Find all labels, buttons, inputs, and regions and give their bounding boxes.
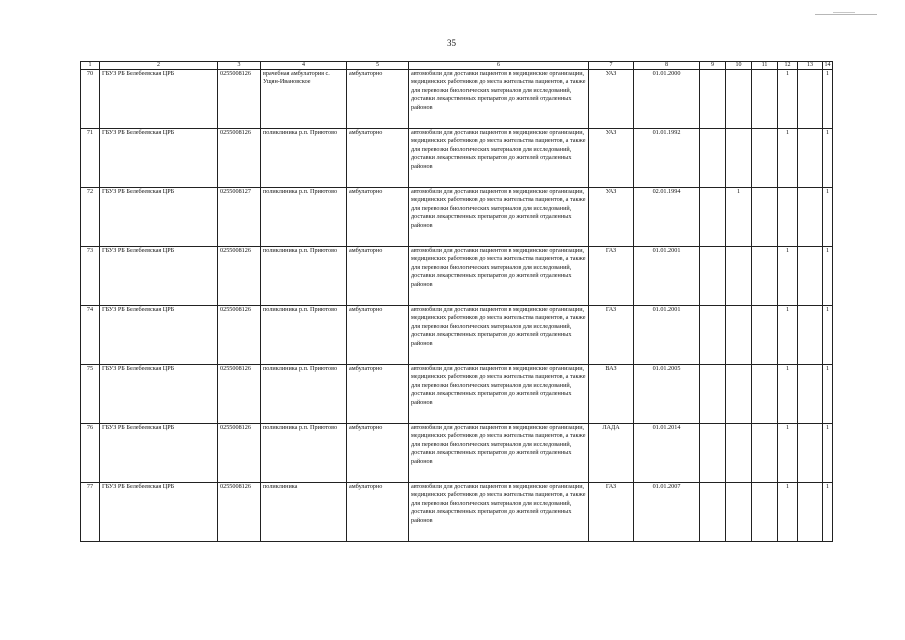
vehicle-brand-cell: ГАЗ [589, 247, 634, 306]
commission-date-cell: 01.01.2014 [634, 424, 700, 483]
organization-cell: ГБУЗ РБ Белебеевская ЦРБ [100, 306, 218, 365]
column-9-cell [700, 129, 726, 188]
column-number: 13 [798, 62, 823, 70]
subdivision-cell: поликлиника р.п. Приютово [261, 188, 347, 247]
column-number: 12 [778, 62, 798, 70]
column-14-cell: 1 [823, 365, 833, 424]
column-10-cell [726, 483, 752, 542]
column-number: 9 [700, 62, 726, 70]
column-13-cell [798, 306, 823, 365]
column-number: 8 [634, 62, 700, 70]
commission-date-cell: 01.01.2001 [634, 247, 700, 306]
subdivision-cell: поликлиника р.п. Приютово [261, 365, 347, 424]
column-10-cell [726, 129, 752, 188]
vehicle-brand-cell: ЛАДА [589, 424, 634, 483]
care-type-cell: амбулаторно [347, 483, 409, 542]
column-9-cell [700, 188, 726, 247]
table-row [81, 365, 833, 424]
column-number: 5 [347, 62, 409, 70]
row-number-cell: 77 [81, 483, 100, 542]
care-type-cell: амбулаторно [347, 306, 409, 365]
organization-cell: ГБУЗ РБ Белебеевская ЦРБ [100, 70, 218, 129]
row-number-cell: 73 [81, 247, 100, 306]
table-row [81, 247, 833, 306]
row-number-cell: 75 [81, 365, 100, 424]
commission-date-cell: 01.01.1992 [634, 129, 700, 188]
column-number: 10 [726, 62, 752, 70]
column-14-cell: 1 [823, 424, 833, 483]
subdivision-cell: врачебная амбулатория с. Ущян-Ивановское [261, 70, 347, 129]
commission-date-cell: 01.01.2001 [634, 306, 700, 365]
care-type-cell: амбулаторно [347, 247, 409, 306]
column-14-cell: 1 [823, 129, 833, 188]
column-9-cell [700, 247, 726, 306]
care-type-cell: амбулаторно [347, 188, 409, 247]
column-12-cell: 1 [778, 247, 798, 306]
column-14-cell: 1 [823, 70, 833, 129]
vehicle-purpose-cell: автомобили для доставки пациентов в медицинские организации, медицинских работников до места жительства пациентов, а также для перевозки биологических материалов для исследований, доставки лекарственных препаратов до жителей отдаленных районов [409, 424, 589, 483]
column-12-cell: 1 [778, 483, 798, 542]
column-9-cell [700, 424, 726, 483]
vehicle-purpose-cell: автомобили для доставки пациентов в медицинские организации, медицинских работников до места жительства пациентов, а также для перевозки биологических материалов для исследований, доставки лекарственных препаратов до жителей отдаленных районов [409, 247, 589, 306]
org-code-cell: 0255008126 [218, 306, 261, 365]
organization-cell: ГБУЗ РБ Белебеевская ЦРБ [100, 483, 218, 542]
column-11-cell [752, 483, 778, 542]
organization-cell: ГБУЗ РБ Белебеевская ЦРБ [100, 247, 218, 306]
vehicle-purpose-cell: автомобили для доставки пациентов в медицинские организации, медицинских работников до места жительства пациентов, а также для перевозки биологических материалов для исследований, доставки лекарственных препаратов до жителей отдаленных районов [409, 306, 589, 365]
column-13-cell [798, 365, 823, 424]
column-11-cell [752, 306, 778, 365]
org-code-cell: 0255008126 [218, 424, 261, 483]
column-14-cell: 1 [823, 483, 833, 542]
column-number-row [81, 62, 833, 70]
table-row [81, 129, 833, 188]
column-number: 3 [218, 62, 261, 70]
care-type-cell: амбулаторно [347, 70, 409, 129]
column-11-cell [752, 365, 778, 424]
column-11-cell [752, 188, 778, 247]
commission-date-cell: 02.01.1994 [634, 188, 700, 247]
organization-cell: ГБУЗ РБ Белебеевская ЦРБ [100, 424, 218, 483]
column-12-cell: 1 [778, 129, 798, 188]
commission-date-cell: 01.01.2007 [634, 483, 700, 542]
column-10-cell [726, 247, 752, 306]
column-13-cell [798, 70, 823, 129]
column-9-cell [700, 483, 726, 542]
org-code-cell: 0255008126 [218, 247, 261, 306]
column-9-cell [700, 306, 726, 365]
subdivision-cell: поликлиника р.п. Приютово [261, 129, 347, 188]
org-code-cell: 0255008126 [218, 365, 261, 424]
care-type-cell: амбулаторно [347, 129, 409, 188]
org-code-cell: 0255008126 [218, 70, 261, 129]
vehicle-register-table [80, 61, 833, 542]
table-row [81, 306, 833, 365]
column-10-cell: 1 [726, 188, 752, 247]
table-row [81, 424, 833, 483]
vehicle-purpose-cell: автомобили для доставки пациентов в медицинские организации, медицинских работников до места жительства пациентов, а также для перевозки биологических материалов для исследований, доставки лекарственных препаратов до жителей отдаленных районов [409, 483, 589, 542]
column-10-cell [726, 424, 752, 483]
column-9-cell [700, 70, 726, 129]
column-12-cell: 1 [778, 306, 798, 365]
row-number-cell: 74 [81, 306, 100, 365]
column-11-cell [752, 424, 778, 483]
subdivision-cell: поликлиника р.п. Приютово [261, 247, 347, 306]
column-10-cell [726, 365, 752, 424]
column-number: 1 [81, 62, 100, 70]
table-row [81, 188, 833, 247]
scan-mark [815, 14, 877, 18]
column-13-cell [798, 247, 823, 306]
column-11-cell [752, 247, 778, 306]
vehicle-brand-cell: УАЗ [589, 188, 634, 247]
commission-date-cell: 01.01.2005 [634, 365, 700, 424]
column-9-cell [700, 365, 726, 424]
table-row [81, 70, 833, 129]
column-13-cell [798, 424, 823, 483]
organization-cell: ГБУЗ РБ Белебеевская ЦРБ [100, 365, 218, 424]
table-row [81, 483, 833, 542]
commission-date-cell: 01.01.2000 [634, 70, 700, 129]
subdivision-cell: поликлиника р.п. Приютово [261, 424, 347, 483]
vehicle-purpose-cell: автомобили для доставки пациентов в медицинские организации, медицинских работников до места жительства пациентов, а также для перевозки биологических материалов для исследований, доставки лекарственных препаратов до жителей отдаленных районов [409, 365, 589, 424]
row-number-cell: 76 [81, 424, 100, 483]
row-number-cell: 71 [81, 129, 100, 188]
column-14-cell: 1 [823, 247, 833, 306]
column-number: 4 [261, 62, 347, 70]
vehicle-purpose-cell: автомобили для доставки пациентов в медицинские организации, медицинских работников до места жительства пациентов, а также для перевозки биологических материалов для исследований, доставки лекарственных препаратов до жителей отдаленных районов [409, 188, 589, 247]
org-code-cell: 0255008127 [218, 188, 261, 247]
org-code-cell: 0255008126 [218, 129, 261, 188]
vehicle-brand-cell: УАЗ [589, 70, 634, 129]
vehicle-brand-cell: ГАЗ [589, 306, 634, 365]
column-number: 7 [589, 62, 634, 70]
care-type-cell: амбулаторно [347, 365, 409, 424]
care-type-cell: амбулаторно [347, 424, 409, 483]
column-12-cell: 1 [778, 365, 798, 424]
column-10-cell [726, 70, 752, 129]
column-12-cell: 1 [778, 70, 798, 129]
column-12-cell: 1 [778, 424, 798, 483]
column-number: 11 [752, 62, 778, 70]
vehicle-purpose-cell: автомобили для доставки пациентов в медицинские организации, медицинских работников до места жительства пациентов, а также для перевозки биологических материалов для исследований, доставки лекарственных препаратов до жителей отдаленных районов [409, 70, 589, 129]
column-14-cell: 1 [823, 306, 833, 365]
vehicle-purpose-cell: автомобили для доставки пациентов в медицинские организации, медицинских работников до места жительства пациентов, а также для перевозки биологических материалов для исследований, доставки лекарственных препаратов до жителей отдаленных районов [409, 129, 589, 188]
vehicle-brand-cell: УАЗ [589, 129, 634, 188]
column-number: 14 [824, 62, 831, 68]
row-number-cell: 70 [81, 70, 100, 129]
row-number-cell: 72 [81, 188, 100, 247]
vehicle-brand-cell: ВАЗ [589, 365, 634, 424]
organization-cell: ГБУЗ РБ Белебеевская ЦРБ [100, 129, 218, 188]
subdivision-cell: поликлиника [261, 483, 347, 542]
page-number: 35 [447, 38, 456, 48]
column-11-cell [752, 129, 778, 188]
column-12-cell [778, 188, 798, 247]
column-11-cell [752, 70, 778, 129]
column-14-cell: 1 [823, 188, 833, 247]
organization-cell: ГБУЗ РБ Белебеевская ЦРБ [100, 188, 218, 247]
column-10-cell [726, 306, 752, 365]
column-13-cell [798, 188, 823, 247]
column-number: 2 [100, 62, 218, 70]
vehicle-brand-cell: ГАЗ [589, 483, 634, 542]
subdivision-cell: поликлиника р.п. Приютово [261, 306, 347, 365]
column-number: 6 [409, 62, 589, 70]
org-code-cell: 0255008126 [218, 483, 261, 542]
column-13-cell [798, 483, 823, 542]
column-13-cell [798, 129, 823, 188]
